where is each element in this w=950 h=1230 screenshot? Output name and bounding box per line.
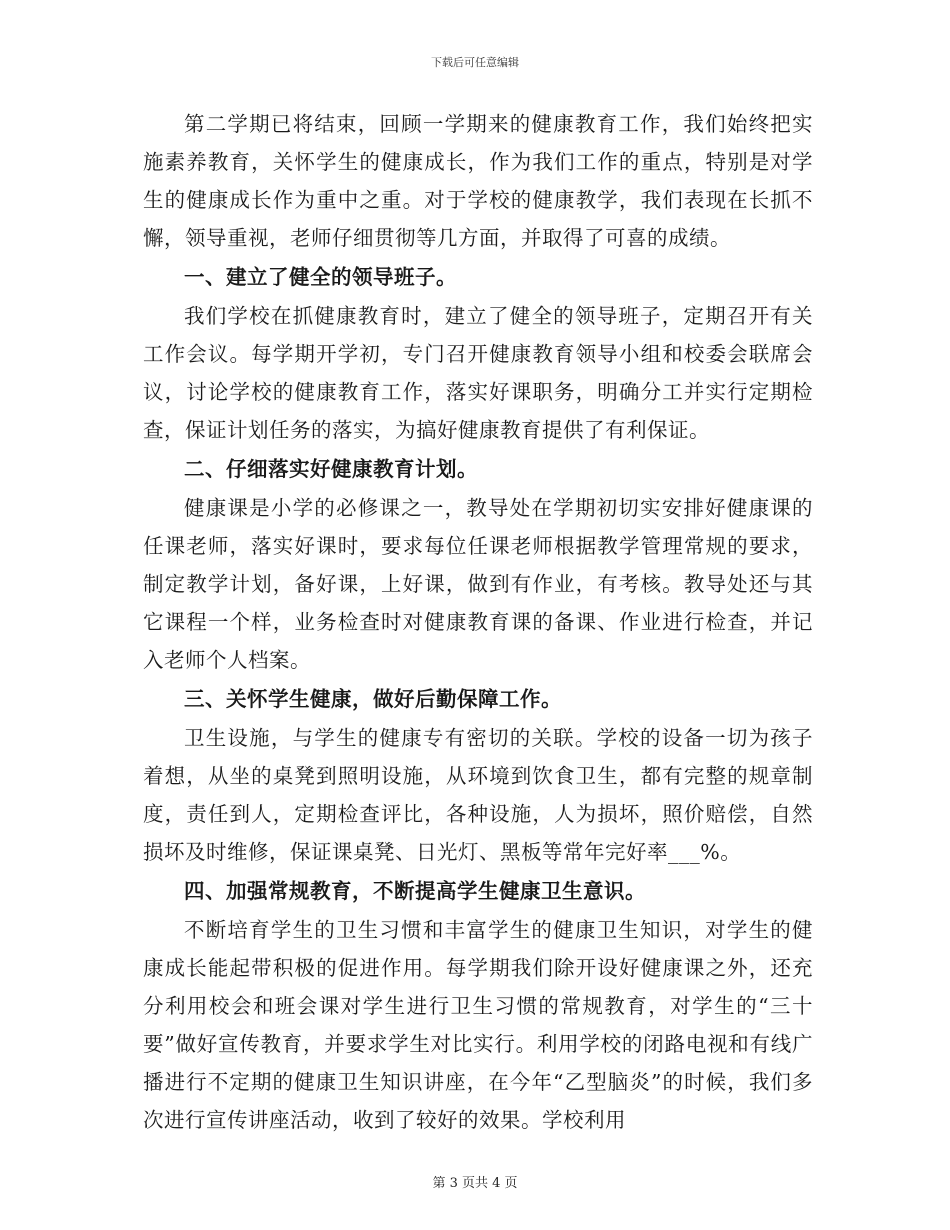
paragraph-3: 卫生设施，与学生的健康专有密切的关联。学校的设备一切为孩子着想，从坐的桌凳到照明设施，从环境到饮食卫生，都有完整的规章制度，责任到人，定期检查评比，各种设施，人为损坏，照价赔偿，自然损坏及时维修，保证课桌凳、日光灯、黑板等常年完好率___%。 <box>143 726 813 864</box>
section-heading-1: 一、建立了健全的领导班子。 <box>184 265 457 289</box>
section-heading-3: 三、关怀学生健康，做好后勤保障工作。 <box>184 687 562 711</box>
paragraph-2: 健康课是小学的必修课之一，教导处在学期初切实安排好健康课的任课老师，落实好课时，要求每位任课老师根据教学管理常规的要求，制定教学计划，备好课，上好课，做到有作业，有考核。教导处还与其它课程一个样，业务检查时对健康教育课的备课、作业进行检查，并记入老师个人档案。 <box>143 496 813 672</box>
page-number: 第 3 页共 4 页 <box>432 1176 518 1191</box>
paragraph-4: 不断培育学生的卫生习惯和丰富学生的健康卫生知识，对学生的健康成长能起带积极的促进作用。每学期我们除开设好健康课之外，还充分利用校会和班会课对学生进行卫生习惯的常规教育，对学生的“三十要”做好宣传教育，并要求学生对比实行。利用学校的闭路电视和有线广播进行不定期的健康卫生知识讲座，在今年“乙型脑炎”的时候，我们多次进行宣传讲座活动，收到了较好的效果。学校利用 <box>143 918 813 1132</box>
paragraph-1: 我们学校在抓健康教育时，建立了健全的领导班子，定期召开有关工作会议。每学期开学初，专门召开健康教育领导小组和校委会联席会议，讨论学校的健康教育工作，落实好课职务，明确分工并实行定期检查，保证计划任务的落实，为搞好健康教育提供了有利保证。 <box>143 304 813 442</box>
document-body <box>143 105 813 1139</box>
paragraph-intro: 第二学期已将结束，回顾一学期来的健康教育工作，我们始终把实施素养教育，关怀学生的健康成长，作为我们工作的重点，特别是对学生的健康成长作为重中之重。对于学校的健康教学，我们表现在长抓不懈，领导重视，老师仔细贯彻等几方面，并取得了可喜的成绩。 <box>143 112 813 250</box>
page-header: 下载后可任意编辑 <box>431 56 519 69</box>
section-heading-2: 二、仔细落实好健康教育计划。 <box>184 457 478 481</box>
section-heading-4: 四、加强常规教育，不断提高学生健康卫生意识。 <box>184 879 646 903</box>
